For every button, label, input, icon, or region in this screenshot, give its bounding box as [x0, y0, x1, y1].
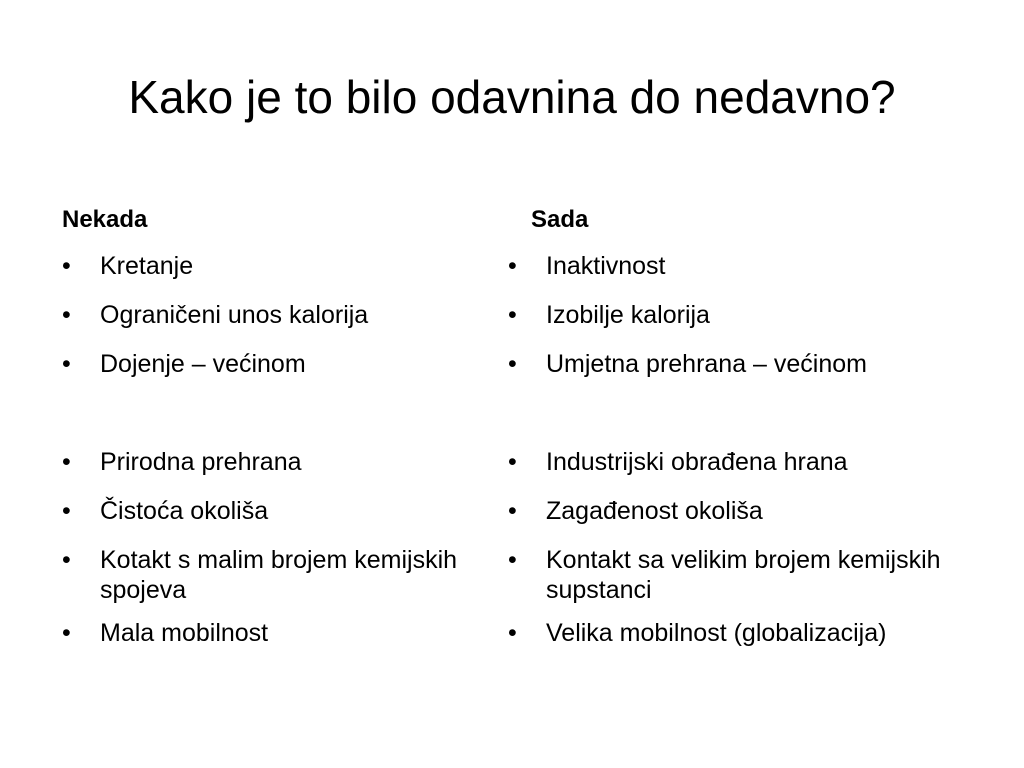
- list-item-text: Inaktivnost: [546, 252, 666, 280]
- bullet-icon: •: [62, 497, 71, 525]
- list-item: [508, 300, 988, 330]
- bullet-icon: •: [508, 301, 517, 329]
- bullet-icon: •: [508, 252, 517, 280]
- list-item: [62, 545, 482, 605]
- list-item-text: Kotakt s malim brojem kemijskih spojeva: [100, 546, 458, 604]
- list-item: [62, 447, 482, 477]
- list-item: [62, 300, 482, 330]
- bullet-icon: •: [508, 497, 517, 525]
- list-item: [62, 251, 482, 281]
- bullet-icon: •: [62, 252, 71, 280]
- list-item-text: Kontakt sa velikim brojem kemijskih supstanci: [546, 546, 941, 604]
- list-item: [508, 447, 988, 477]
- list-item-text: Prirodna prehrana: [100, 448, 302, 476]
- slide-title: Kako je to bilo odavnina do nedavno?: [128, 71, 896, 123]
- left-column-heading: Nekada: [62, 206, 148, 233]
- bullet-icon: •: [62, 448, 71, 476]
- list-item-text: Velika mobilnost (globalizacija): [546, 619, 887, 647]
- list-item: [508, 496, 988, 526]
- bullet-icon: •: [508, 619, 517, 647]
- bullet-icon: •: [62, 350, 71, 378]
- right-bullet-list: [508, 251, 988, 667]
- bullet-icon: •: [508, 448, 517, 476]
- list-item: [508, 618, 988, 648]
- list-item: [508, 251, 988, 281]
- list-item: [62, 349, 482, 379]
- bullet-icon: •: [62, 619, 71, 647]
- list-item-text: Ograničeni unos kalorija: [100, 301, 369, 329]
- list-item-text: Kretanje: [100, 252, 194, 280]
- list-item-text: Čistoća okoliša: [100, 497, 269, 525]
- list-item-text: Dojenje – većinom: [100, 350, 306, 378]
- list-item: [508, 349, 988, 379]
- list-item-text: Industrijski obrađena hrana: [546, 448, 848, 476]
- list-item: [62, 618, 482, 648]
- list-spacer: [508, 398, 988, 428]
- list-item-text: Umjetna prehrana – većinom: [546, 350, 867, 378]
- list-item-text: Mala mobilnost: [100, 619, 269, 647]
- list-item: [62, 496, 482, 526]
- right-column-heading: Sada: [531, 206, 589, 233]
- bullet-icon: •: [62, 546, 71, 574]
- bullet-icon: •: [62, 301, 71, 329]
- left-bullet-list: [62, 251, 482, 667]
- list-item-text: Zagađenost okoliša: [546, 497, 763, 525]
- bullet-icon: •: [508, 546, 517, 574]
- list-item: [508, 545, 988, 605]
- list-item-text: Izobilje kalorija: [546, 301, 710, 329]
- list-spacer: [62, 398, 482, 428]
- bullet-icon: •: [508, 350, 517, 378]
